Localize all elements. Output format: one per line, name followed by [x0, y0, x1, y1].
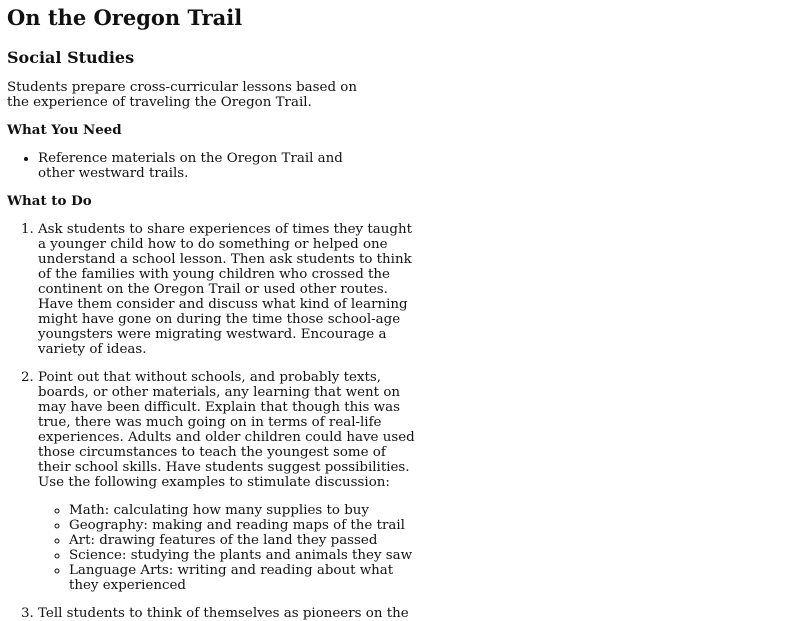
step-text: Point out that without schools, and probably texts, boards, or other materials, any learning that went on may have been difficult. Explain that though this was true, there was much going on in terms of real-life experiences. Adults and older children could have used those circumstances to teach the youngest some of their school skills. Have students suggest possibilities. Use the following examples to stimulate discussion:: [38, 370, 415, 490]
what-to-do-steps: [7, 222, 418, 621]
step-item: [38, 370, 418, 593]
intro-paragraph: Students prepare cross-curricular lessons based on the experience of traveling the Oregon Trail.: [7, 80, 357, 110]
what-you-need-list: [7, 151, 378, 181]
step-text: Tell students to think of themselves as pioneers on the: [38, 606, 409, 621]
step-text: Ask students to share experiences of times they taught a younger child how to do something or helped one understand a school lesson. Then ask students to think of the families with young children who crossed the continent on the Oregon Trail or used other routes. Have them consider and discuss what kind of learning might have gone on during the time those school-age youngsters were migrating westward. Encourage a variety of ideas.: [38, 222, 412, 357]
list-item: • Reference materials on the Oregon Trail and other westward trails.: [38, 151, 378, 181]
step-item: [38, 606, 418, 621]
list-item: ◦ Art: drawing features of the land they passed: [69, 533, 419, 548]
list-item: ◦ Science: studying the plants and animals they saw: [69, 548, 419, 563]
subject-heading: Social Studies: [7, 48, 135, 67]
examples-list: [38, 503, 419, 593]
list-item: ◦ Geography: making and reading maps of the trail: [69, 518, 419, 533]
what-to-do-heading: What to Do: [7, 193, 92, 209]
list-item: ◦ Math: calculating how many supplies to buy: [69, 503, 419, 518]
list-item: ◦ Language Arts: writing and reading about what they experienced: [69, 563, 419, 593]
step-item: [38, 222, 418, 357]
page-title: On the Oregon Trail: [7, 5, 243, 30]
what-you-need-heading: What You Need: [7, 122, 122, 138]
